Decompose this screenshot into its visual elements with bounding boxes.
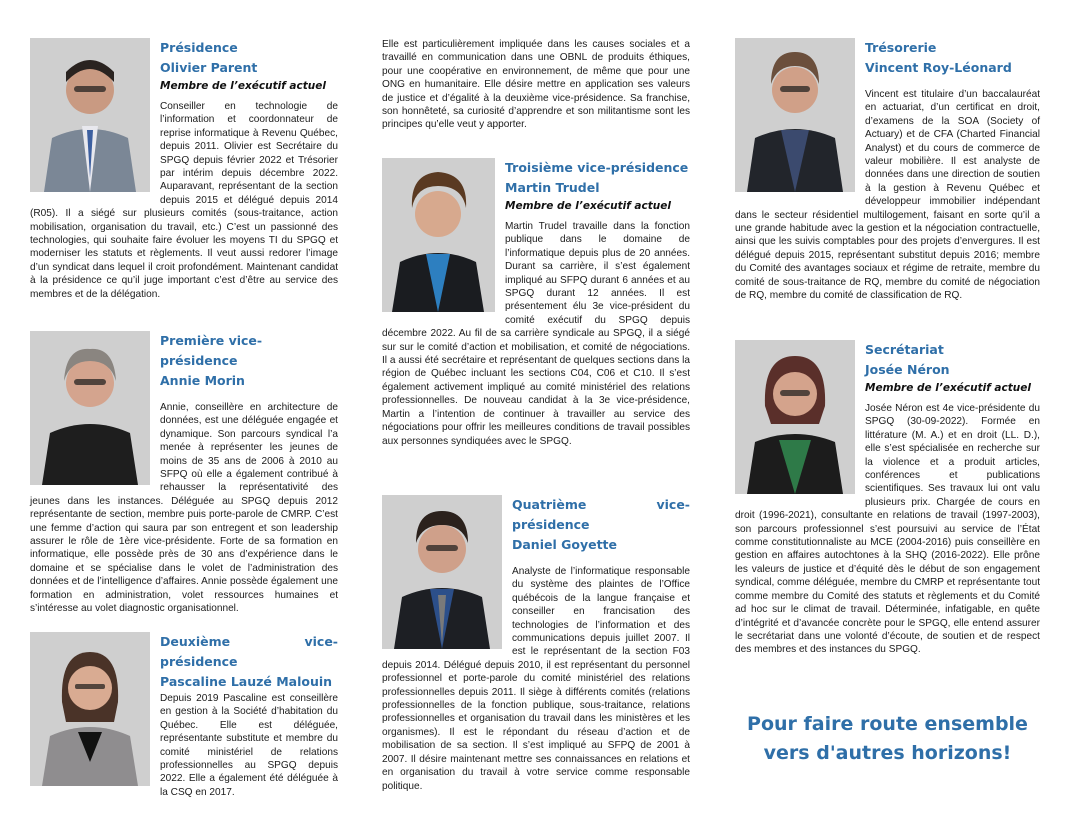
continued-bio-text: Elle est particulièrement impliquée dans les causes sociales et a travaillé en communication dans une OBNL de produits éthiques, pour une coopérative en environnement, de même que pour une ONG en humanitaire. Elle désire mettre en application ses valeurs de justice et d’égalité à la deuxième vice-présidence. Sa franchise, son honnêteté, sa curiosité d’apprendre et son militantisme sont les principes qu’elle veut y apporter. xyxy=(382,39,690,131)
candidate-name: Pascaline Lauzé Malouin xyxy=(160,674,333,689)
candidate-name: Vincent Roy-Léonard xyxy=(865,60,1012,75)
continued-bio-block xyxy=(382,38,690,132)
bio-text: Annie, conseillère en architecture de données, est une déléguée engagée et dynamique. Son parcours syndical l’a menée à représenter les jeunes de moins de 35 ans de 2006 à 2010 au SFPQ où elle a également contribué à rehausser la représentativité des jeunes dans les instances. Déléguée au SPGQ depuis 2012 représentante de section, membre puis porte-parole de CMRP. C’est une femme d’action qui saura par son entregent et son leadership assurer le rôle de 1ère vice-présidente. Forte de sa formation en informatique, elle possède près de 30 ans d’expérience dans le domaine et se spécialise dans le volet de l’administration des données et de l’intelligence d’affaires. Annie possède également une formation en administration, volet ressources humaines et s’intéresse au volet diagnostic organisationnel. xyxy=(30,402,338,615)
candidate-premiere-vp xyxy=(30,331,338,616)
portrait-daniel-goyette xyxy=(382,495,502,649)
role-title: Quatrième vice-présidence xyxy=(512,497,690,532)
portrait-martin-trudel xyxy=(382,158,495,312)
bio-text: Vincent est titulaire d’un baccalauréat en actuariat, d’un certificat en droit, d’examens de la SOA (Society of Actuary) et de CFA (Charted Financial Analyst) et du cours de commerce de valeur mobilière. Il est analyste de données dans une direction de soutien à la gestion à Revenu Québec et développeur immobilier indépendant dans le secteur résidentiel multilogement, faisant en sorte qu’il a une grande habitude avec la gestion et la négociation contractuelle, ainsi que les suivis comptables pour des projets d’envergures. Il est délégué depuis 2015, représentant substitut depuis 2016; membre du Comité des avantages sociaux et régime de retraite, membre du comité de sous-traitance de RQ, membre du comité de négociation de RQ, membre du comité de classification de RQ. xyxy=(735,89,1040,302)
member-note: Membre de l’exécutif actuel xyxy=(865,382,1031,394)
candidate-secretariat xyxy=(735,340,1040,657)
candidate-deuxieme-vp xyxy=(30,632,338,799)
slogan-line-2: vers d'autres horizons! xyxy=(763,742,1012,764)
candidate-name: Olivier Parent xyxy=(160,60,258,75)
portrait-pascaline-lauze-malouin xyxy=(30,632,150,786)
bio-text: Martin Trudel travaille dans la fonction publique dans le domaine de l’informatique depuis plus de 20 années. Durant sa carrière, il s’est également impliqué au SFPQ durant 6 années et au SPGQ durant 12 années. Il est présentement élu 3e vice-président du comité exécutif du SPGQ depuis décembre 2022. Au fil de sa carrière syndicale au SPGQ, il a siégé sur sur le comité d’action et mobilisation, et comité de négociations. Il a aussi été secrétaire et représentant de quelques sections dans la région de Québec incluant les sections C04, C06 et C10. Il s’est également activement impliqué au comité ministériel des relations professionnelles. De nouveau candidat à la 3e vice-présidence, Martin a l’intention de continuer à travailler au service des négociations pour offrir les meilleures conditions de travail possibles aux personnes syndiquées avec le SPGQ. xyxy=(382,221,690,447)
candidate-name: Martin Trudel xyxy=(505,180,600,195)
role-title: Première vice-présidence xyxy=(160,333,263,368)
candidate-tresorerie xyxy=(735,38,1040,303)
role-title: Présidence xyxy=(160,40,238,55)
bio-text: Josée Néron est 4e vice-présidente du SPGQ (30-09-2022). Formée en littérature (M. A.) et en droit (LL. D.), elle s’est spécialisée en recherche sur la violence et a produit articles, conférences et publications scientifiques. Ses travaux lui ont valu plusieurs prix. Chargée de cours en droit (1996-2021), consultante en relations de travail (1997-2003), son parcours professionnel s’est poursuivi au service de l’État comme constitutionnaliste au MCE (2004-2016) puis conseillère en gestion en affaires autochtones à la SHQ (2016-2022). Elle prône les valeurs de justice et d’équité dès le début de son engagement syndical, comme déléguée, membre du CMRP et représentante tout comme membre du Comité des statuts et règlements et du Comité ad hoc sur le climat de travail. Déterminée, infatigable, en quête d’intégrité et d’avancée concrète pour le SPGQ, elle entend assurer le secrétariat dans une volonté d’écoute, de soutien et de respect des membres et des instances du SPGQ. xyxy=(735,403,1040,656)
candidate-presidence xyxy=(30,38,338,301)
candidate-name: Josée Néron xyxy=(865,362,950,377)
role-title: Troisième vice-présidence xyxy=(505,160,689,175)
portrait-annie-morin xyxy=(30,331,150,485)
role-title: Trésorerie xyxy=(865,40,937,55)
candidate-troisieme-vp xyxy=(382,158,690,448)
candidate-quatrieme-vp xyxy=(382,495,690,793)
member-note: Membre de l’exécutif actuel xyxy=(505,200,671,212)
portrait-vincent-roy-leonard xyxy=(735,38,855,192)
role-title: Secrétariat xyxy=(865,342,944,357)
candidate-name: Annie Morin xyxy=(160,373,245,388)
bio-text: Analyste de l’informatique responsable du système des plaintes de l’Office québécois de la langue française et conseiller en francisation des technologies de l’information et des communications depuis juillet 2007. Il est le représentant de la section F03 depuis 2014. Délégué depuis 2010, il est représentant du personnel professionnel et porte-parole du comité ministériel des relations professionnelles depuis 2011. Il siège à différents comités (relations professionnelles de la fonction publique, sous-traitance, relations professionnelles et organisation du travail dans les ministères et les organismes). Il est le répondant du réseau d’action et de mobilisation de sa section. Il s’est impliqué au SFPQ de 2001 à 2007. Il désire maintenant mettre ses connaissances en relations et en organisation du travail à votre service comme responsable politique. xyxy=(382,566,690,792)
role-title: Deuxième vice-présidence xyxy=(160,634,338,669)
portrait-josee-neron xyxy=(735,340,855,494)
bio-text: Conseiller en technologie de l’information et coordonnateur de reprise informatique à Revenu Québec, depuis 2011. Olivier est Secrétaire du SPGQ depuis février 2022 et Trésorier par intérim depuis décembre 2022. Auparavant, représentant de la section depuis 2015 et délégué depuis 2014 (R05). Il a siégé sur plusieurs comités (sous-traitance, action mobilisation, organisation du travail, etc.) C’est un passionné des technologies, qui souhaite faire évoluer les moyens TI du SPGQ et moderniser les statuts et règlements. Il veut aussi redorer l’image d’un syndicat dans lequel il croit profondément. Maintenant candidat à la présidence ce qu’il juge important c’est d’être au service des membres et de la délégation. xyxy=(30,101,338,300)
bio-text: Depuis 2019 Pascaline est conseillère en gestion à la Société d’habitation du Québec. Elle est déléguée, représentante substitute et membre du comité ministériel de relations professionnelles au SPGQ depuis 2022. Elle a également été déléguée à la CSQ en 2017. xyxy=(160,693,338,798)
portrait-olivier-parent xyxy=(30,38,150,192)
slogan-line-1: Pour faire route ensemble xyxy=(747,713,1028,735)
member-note: Membre de l’exécutif actuel xyxy=(160,80,326,92)
candidate-name: Daniel Goyette xyxy=(512,537,618,552)
slogan xyxy=(735,710,1040,768)
